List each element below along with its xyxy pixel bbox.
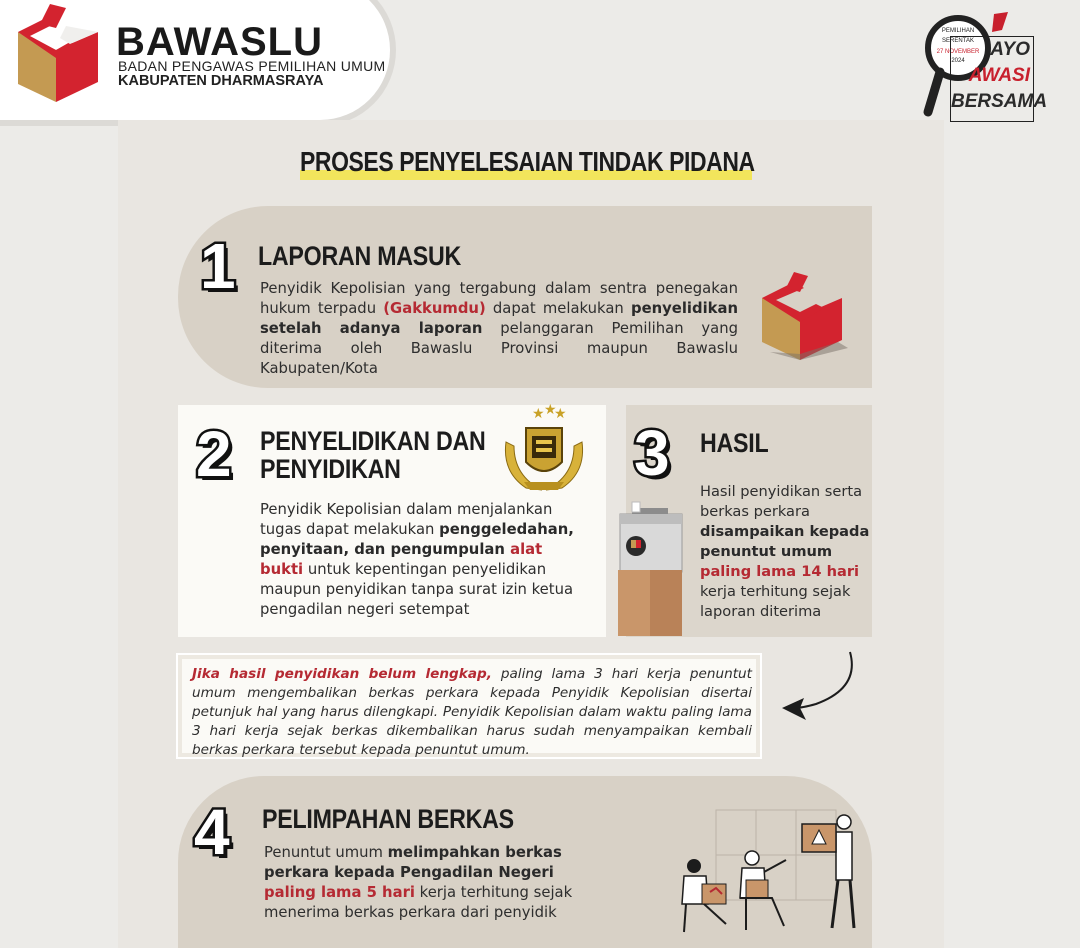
svg-text:★: ★ bbox=[554, 406, 567, 422]
brand-title: BAWASLU bbox=[116, 20, 323, 64]
step-2-title-line1: PENYELIDIKAN DAN bbox=[260, 426, 486, 456]
bawaslu-logo-icon bbox=[758, 272, 850, 362]
slogan-ayo: AYO bbox=[990, 39, 1030, 60]
brand-region: KABUPATEN DHARMASRAYA bbox=[118, 73, 324, 89]
step-2-number: 2 bbox=[196, 418, 232, 490]
step-4-title: PELIMPAHAN BERKAS bbox=[262, 804, 514, 834]
badge-line1: PEMILIHAN bbox=[941, 28, 975, 34]
step-4-text: Penuntut umum melimpahkan berkas perkara kepada Pengadilan Negeri paling lama 5 hari kerja terhitung sejak menerima berkas perkara dari penyidik bbox=[264, 844, 573, 921]
campaign-slogan bbox=[950, 36, 1048, 122]
incomplete-note-box bbox=[178, 655, 760, 757]
slogan-awasi: AWASI bbox=[968, 65, 1030, 86]
slogan-bersama: BERSAMA bbox=[951, 91, 1048, 112]
step-2-title-line2: PENYIDIKAN bbox=[260, 454, 401, 484]
badge-line2: SERENTAK bbox=[942, 38, 974, 44]
step-4-number: 4 bbox=[194, 796, 230, 868]
police-emblem-icon bbox=[496, 402, 592, 494]
note-text: Jika hasil penyidikan belum lengkap, paling lama 3 hari kerja penuntut umum mengembalikan berkas perkara kepada Penyidik Kepolisian disertai petunjuk hal yang harus dilengkapi. Penyidik Kepolisian dalam waktu paling lama 3 hari kerja sejak berkas dikembalikan harus sudah menyampaikan kembali berkas perkara tersebut kepada penuntut umum. bbox=[192, 666, 752, 758]
step-2-text: Penyidik Kepolisian dalam menjalankan tugas dapat melakukan penggeledahan, penyitaan, dan pengumpulan alat bukti untuk kepentingan penyelidikan maupun penyidikan tanpa surat izin ketua pengadilan negeri setempat bbox=[260, 501, 574, 618]
step-1-title: LAPORAN MASUK bbox=[258, 241, 462, 271]
badge-line3: 27 NOVEMBER bbox=[936, 49, 980, 55]
step-3-number: 3 bbox=[634, 417, 670, 489]
curved-arrow-icon bbox=[776, 648, 860, 724]
bawaslu-logo-icon bbox=[10, 2, 106, 106]
svg-text:★: ★ bbox=[532, 406, 545, 422]
people-handover-illustration bbox=[676, 800, 866, 936]
svg-text:★: ★ bbox=[544, 402, 557, 418]
ballot-box-icon bbox=[612, 500, 690, 640]
step-3-text: Hasil penyidikan serta berkas perkara disampaikan kepada penuntut umum paling lama 14 hari kerja terhitung sejak laporan diterima bbox=[700, 483, 870, 620]
step-3-title: HASIL bbox=[700, 428, 769, 458]
brand-subtitle: BADAN PENGAWAS PEMILIHAN UMUM bbox=[118, 58, 386, 74]
step-1-number: 1 bbox=[200, 230, 236, 302]
badge-line4: 2024 bbox=[951, 58, 965, 64]
page-title: PROSES PENYELESAIAN TINDAK PIDANA bbox=[300, 146, 755, 177]
step-1-text: Penyidik Kepolisian yang tergabung dalam sentra penegakan hukum terpadu (Gakkumdu) dapat melakukan penyelidikan setelah adanya laporan pelanggaran Pemilihan yang diterima oleh Bawaslu Provinsi maupun Bawaslu Kabupaten/Kota bbox=[260, 280, 738, 377]
